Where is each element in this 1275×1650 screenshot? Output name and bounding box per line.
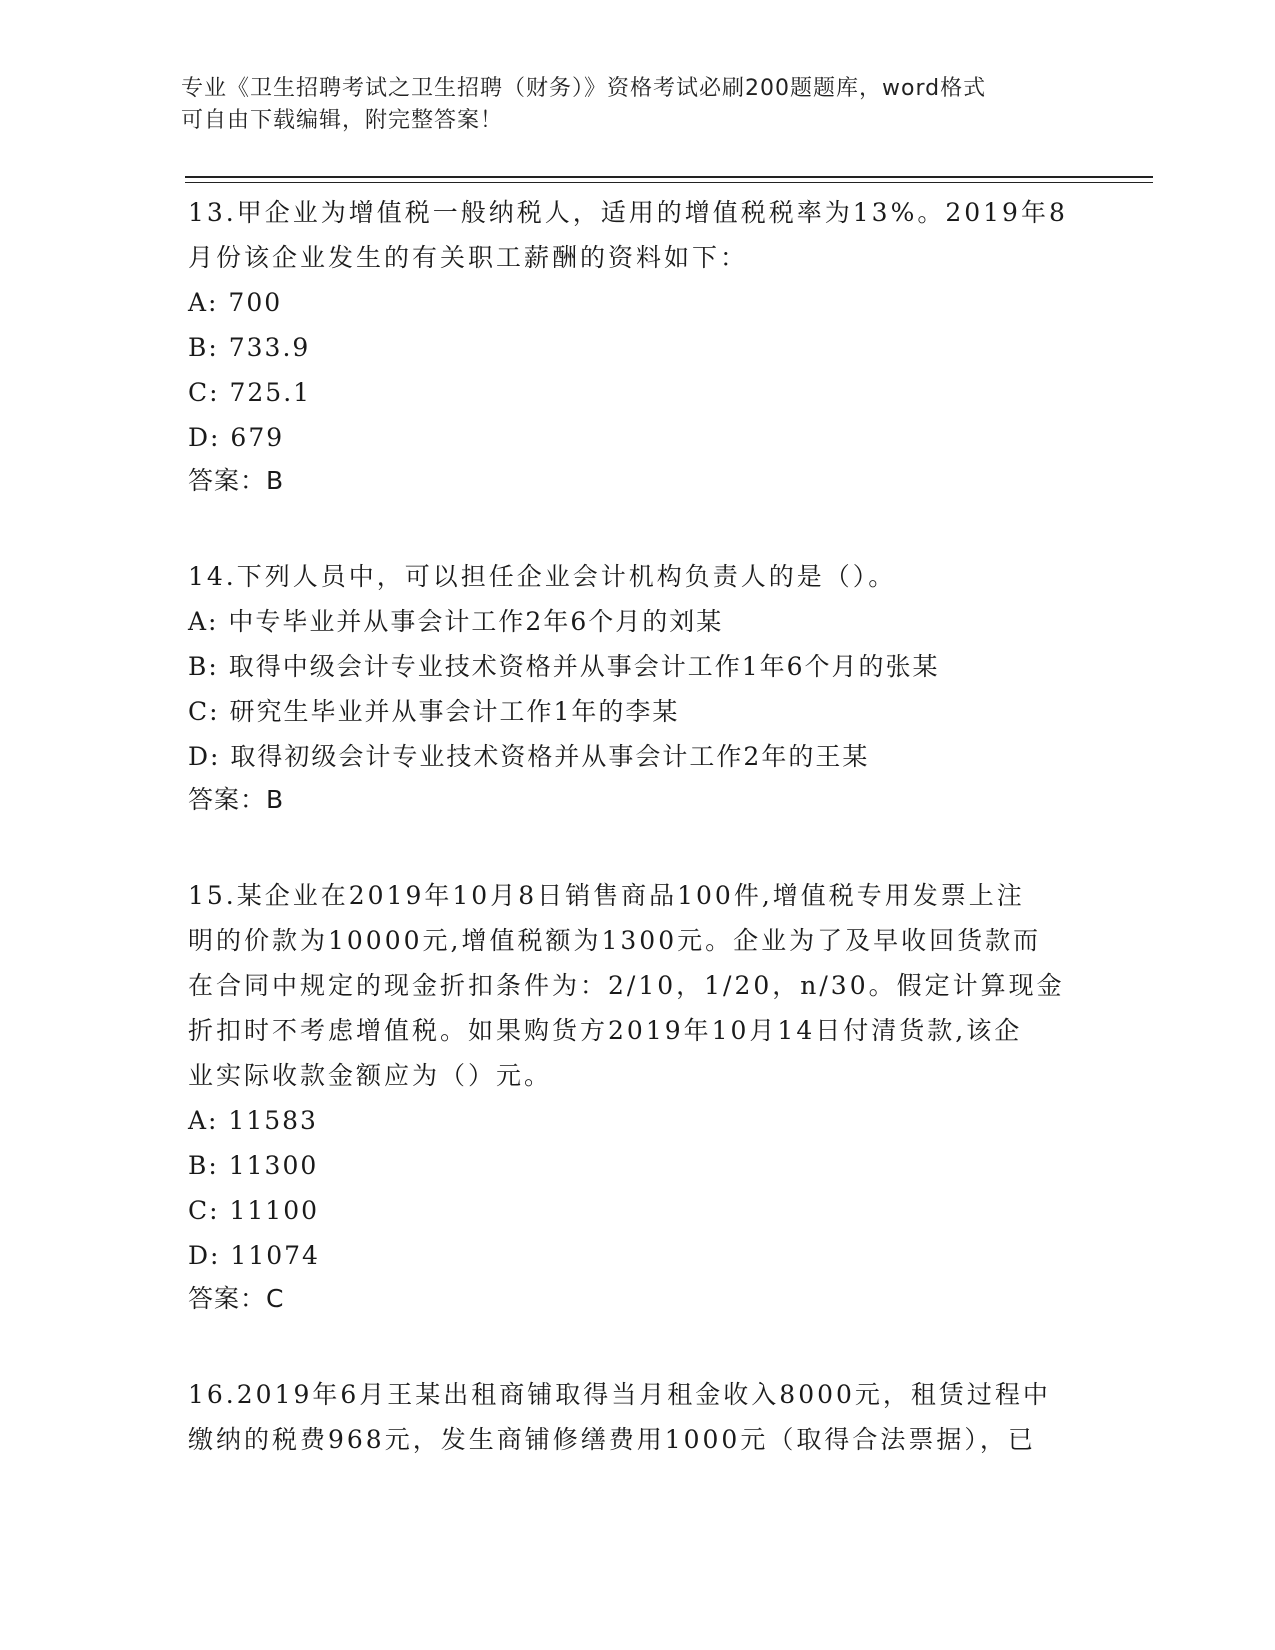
option-c: C: 725.1 (188, 378, 312, 407)
header-rule-thin (185, 182, 1153, 183)
question-stem-line: 15.某企业在2019年10月8日销售商品100件,增值税专用发票上注 (188, 881, 1025, 910)
option-a: A: 中专毕业并从事会计工作2年6个月的刘某 (188, 607, 724, 636)
question-stem-line: 折扣时不考虑增值税。如果购货方2019年10月14日付清货款,该企 (188, 1016, 1023, 1045)
question-16 (188, 1372, 1068, 1462)
question-stem-line: 明的价款为10000元,增值税额为1300元。企业为了及早收回货款而 (188, 926, 1042, 955)
question-list (188, 190, 1068, 1462)
question-stem-line: 13.甲企业为增值税一般纳税人，适用的增值税税率为13%。2019年8 (188, 198, 1068, 227)
header-line-2: 可自由下载编辑，附完整答案！ (181, 108, 504, 133)
header-line-1: 专业《卫生招聘考试之卫生招聘（财务）》资格考试必刷200题题库，word格式 (181, 76, 987, 101)
document-header (181, 73, 1061, 137)
option-c: C: 11100 (188, 1196, 320, 1225)
question-14 (188, 554, 1068, 821)
question-stem-line: 16.2019年6月王某出租商铺取得当月租金收入8000元，租赁过程中 (188, 1380, 1051, 1409)
question-stem-line: 月份该企业发生的有关职工薪酬的资料如下： (188, 243, 749, 272)
option-c: C: 研究生毕业并从事会计工作1年的李某 (188, 697, 680, 726)
option-a: A: 700 (188, 288, 283, 317)
question-stem-line: 业实际收款金额应为（）元。 (188, 1061, 553, 1090)
question-13 (188, 190, 1068, 502)
question-stem-line: 14.下列人员中，可以担任企业会计机构负责人的是（）。 (188, 562, 897, 591)
header-rule-thick (185, 176, 1153, 178)
option-b: B: 取得中级会计专业技术资格并从事会计工作1年6个月的张某 (188, 652, 940, 681)
option-b: B: 733.9 (188, 333, 311, 362)
question-stem-line: 缴纳的税费968元，发生商铺修缮费用1000元（取得合法票据），已 (188, 1425, 1036, 1454)
answer-line: 答案：B (188, 466, 285, 495)
answer-line: 答案：C (188, 1284, 285, 1313)
option-d: D: 679 (188, 423, 285, 452)
question-stem-line: 在合同中规定的现金折扣条件为：2/10，1/20，n/30。假定计算现金 (188, 971, 1065, 1000)
option-d: D: 取得初级会计专业技术资格并从事会计工作2年的王某 (188, 742, 870, 771)
question-15 (188, 873, 1068, 1320)
answer-line: 答案：B (188, 785, 285, 814)
option-d: D: 11074 (188, 1241, 320, 1270)
option-a: A: 11583 (188, 1106, 318, 1135)
option-b: B: 11300 (188, 1151, 319, 1180)
